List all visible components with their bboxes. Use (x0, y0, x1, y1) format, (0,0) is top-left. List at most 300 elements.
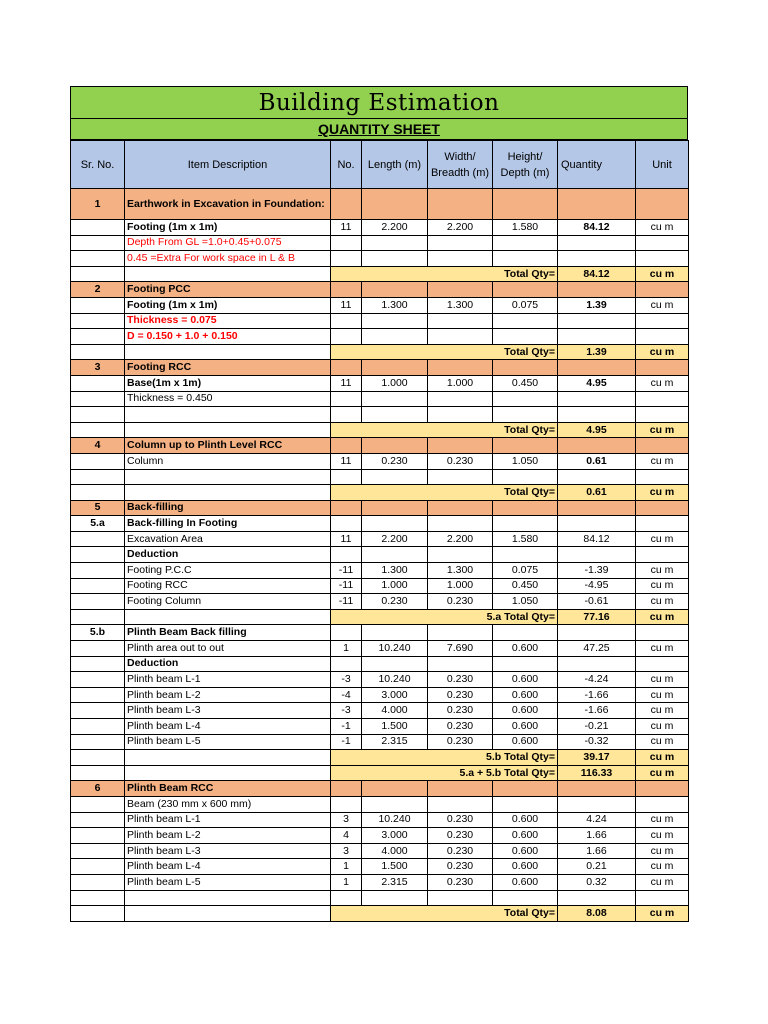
length-cell: 2.315 (362, 734, 428, 750)
total-row (71, 765, 689, 781)
sr-cell (71, 656, 125, 672)
desc-cell: Deduction (125, 547, 331, 563)
length-cell: 4.000 (362, 703, 428, 719)
width-cell (428, 656, 493, 672)
table-row (71, 251, 689, 267)
unit-cell (636, 438, 689, 454)
quantity-cell (558, 360, 636, 376)
length-cell (362, 500, 428, 516)
no-cell: 11 (331, 375, 362, 391)
table-row (71, 578, 689, 594)
height-cell: 0.600 (493, 874, 558, 890)
sr-cell (71, 843, 125, 859)
table-row (71, 469, 689, 485)
total-row (71, 266, 689, 282)
sr-cell (71, 687, 125, 703)
section-row (71, 360, 689, 376)
width-cell: 0.230 (428, 812, 493, 828)
desc-cell: Back-filling (125, 500, 331, 516)
unit-cell: cu m (636, 828, 689, 844)
table-row (71, 313, 689, 329)
width-cell: 0.230 (428, 703, 493, 719)
unit-cell (636, 656, 689, 672)
desc-cell: Plinth area out to out (125, 641, 331, 657)
header-height: Height/ Depth (m) (493, 141, 558, 189)
no-cell: -1 (331, 734, 362, 750)
header-width: Width/ Breadth (m) (428, 141, 493, 189)
desc-cell (125, 344, 331, 360)
header-no: No. (331, 141, 362, 189)
desc-cell: Plinth beam L-1 (125, 672, 331, 688)
sr-cell (71, 750, 125, 766)
quantity-cell: 0.32 (558, 874, 636, 890)
total-unit: cu m (636, 765, 689, 781)
width-cell: 1.000 (428, 578, 493, 594)
table-row (71, 625, 689, 641)
total-unit: cu m (636, 485, 689, 501)
quantity-cell: -1.66 (558, 703, 636, 719)
no-cell: -4 (331, 687, 362, 703)
unit-cell (636, 189, 689, 220)
total-quantity: 84.12 (558, 266, 636, 282)
table-row (71, 703, 689, 719)
sr-cell (71, 703, 125, 719)
section-row (71, 282, 689, 298)
table-row (71, 734, 689, 750)
table-body (71, 189, 689, 922)
desc-cell (125, 890, 331, 906)
quantity-sheet (70, 86, 688, 922)
length-cell: 1.300 (362, 297, 428, 313)
table-row (71, 812, 689, 828)
no-cell (331, 781, 362, 797)
unit-cell (636, 796, 689, 812)
total-quantity: 39.17 (558, 750, 636, 766)
quantity-cell: 1.66 (558, 843, 636, 859)
no-cell (331, 890, 362, 906)
desc-cell: Column up to Plinth Level RCC (125, 438, 331, 454)
desc-cell: Deduction (125, 656, 331, 672)
desc-cell (125, 485, 331, 501)
desc-cell (125, 906, 331, 922)
width-cell (428, 516, 493, 532)
unit-cell (636, 516, 689, 532)
height-cell (493, 547, 558, 563)
table-row (71, 563, 689, 579)
total-row (71, 422, 689, 438)
sr-cell: 6 (71, 781, 125, 797)
header-qty: Quantity (558, 141, 636, 189)
sr-cell (71, 297, 125, 313)
length-cell: 0.230 (362, 594, 428, 610)
unit-cell (636, 360, 689, 376)
quantity-cell (558, 313, 636, 329)
height-cell: 0.075 (493, 297, 558, 313)
section-row (71, 438, 689, 454)
no-cell (331, 625, 362, 641)
sr-cell (71, 547, 125, 563)
table-row (71, 235, 689, 251)
width-cell (428, 438, 493, 454)
length-cell: 1.500 (362, 859, 428, 875)
quantity-cell (558, 547, 636, 563)
no-cell (331, 189, 362, 220)
quantity-cell: -0.32 (558, 734, 636, 750)
no-cell (331, 391, 362, 407)
no-cell: -3 (331, 672, 362, 688)
no-cell: 11 (331, 453, 362, 469)
height-cell: 0.600 (493, 843, 558, 859)
unit-cell (636, 407, 689, 423)
width-cell: 0.230 (428, 859, 493, 875)
table-row (71, 547, 689, 563)
table-row (71, 391, 689, 407)
length-cell: 3.000 (362, 828, 428, 844)
quantity-cell (558, 391, 636, 407)
unit-cell: cu m (636, 874, 689, 890)
table-row (71, 890, 689, 906)
width-cell: 2.200 (428, 531, 493, 547)
total-unit: cu m (636, 344, 689, 360)
total-label: Total Qty= (331, 485, 558, 501)
width-cell (428, 189, 493, 220)
sr-cell (71, 812, 125, 828)
sr-cell (71, 220, 125, 236)
unit-cell (636, 329, 689, 345)
no-cell (331, 360, 362, 376)
length-cell: 3.000 (362, 687, 428, 703)
desc-cell: Footing Column (125, 594, 331, 610)
height-cell: 1.580 (493, 220, 558, 236)
height-cell: 0.600 (493, 828, 558, 844)
total-row (71, 344, 689, 360)
sr-cell: 4 (71, 438, 125, 454)
table-row (71, 531, 689, 547)
table-row (71, 843, 689, 859)
width-cell: 0.230 (428, 719, 493, 735)
no-cell: -11 (331, 578, 362, 594)
quantity-cell (558, 235, 636, 251)
sr-cell (71, 251, 125, 267)
unit-cell: cu m (636, 859, 689, 875)
quantity-cell: -4.24 (558, 672, 636, 688)
no-cell: 3 (331, 843, 362, 859)
height-cell (493, 781, 558, 797)
unit-cell: cu m (636, 594, 689, 610)
length-cell (362, 313, 428, 329)
width-cell: 0.230 (428, 734, 493, 750)
total-row (71, 750, 689, 766)
unit-cell: cu m (636, 687, 689, 703)
desc-cell (125, 609, 331, 625)
total-row (71, 906, 689, 922)
length-cell: 10.240 (362, 641, 428, 657)
sr-cell (71, 906, 125, 922)
length-cell: 1.000 (362, 375, 428, 391)
table-row (71, 407, 689, 423)
height-cell (493, 516, 558, 532)
unit-cell (636, 313, 689, 329)
length-cell: 2.200 (362, 220, 428, 236)
height-cell: 0.600 (493, 719, 558, 735)
sr-cell (71, 796, 125, 812)
sr-cell (71, 594, 125, 610)
length-cell (362, 282, 428, 298)
sr-cell (71, 422, 125, 438)
width-cell (428, 547, 493, 563)
height-cell: 0.450 (493, 578, 558, 594)
unit-cell: cu m (636, 812, 689, 828)
unit-cell (636, 282, 689, 298)
desc-cell: Footing RCC (125, 360, 331, 376)
quantity-cell (558, 890, 636, 906)
height-cell: 1.050 (493, 594, 558, 610)
length-cell: 1.000 (362, 578, 428, 594)
sr-cell (71, 485, 125, 501)
quantity-cell: 84.12 (558, 220, 636, 236)
total-unit: cu m (636, 906, 689, 922)
unit-cell (636, 235, 689, 251)
no-cell: -3 (331, 703, 362, 719)
quantity-cell (558, 796, 636, 812)
height-cell: 0.075 (493, 563, 558, 579)
width-cell: 0.230 (428, 828, 493, 844)
desc-cell: Earthwork in Excavation in Foundation: (125, 189, 331, 220)
quantity-cell: -1.66 (558, 687, 636, 703)
width-cell: 0.230 (428, 594, 493, 610)
unit-cell: cu m (636, 375, 689, 391)
sr-cell (71, 469, 125, 485)
table-row (71, 828, 689, 844)
height-cell (493, 282, 558, 298)
desc-cell (125, 469, 331, 485)
sr-cell (71, 453, 125, 469)
sr-cell (71, 329, 125, 345)
unit-cell: cu m (636, 578, 689, 594)
total-quantity: 0.61 (558, 485, 636, 501)
total-unit: cu m (636, 266, 689, 282)
quantity-cell (558, 189, 636, 220)
table-row (71, 687, 689, 703)
total-quantity: 116.33 (558, 765, 636, 781)
header-row (71, 141, 689, 189)
height-cell (493, 625, 558, 641)
length-cell (362, 251, 428, 267)
desc-cell (125, 422, 331, 438)
quantity-cell (558, 500, 636, 516)
width-cell: 2.200 (428, 220, 493, 236)
width-cell (428, 796, 493, 812)
table-row (71, 796, 689, 812)
length-cell (362, 438, 428, 454)
estimation-table (70, 140, 689, 922)
desc-cell: Plinth Beam RCC (125, 781, 331, 797)
length-cell: 10.240 (362, 812, 428, 828)
total-label: Total Qty= (331, 906, 558, 922)
sr-cell (71, 375, 125, 391)
total-unit: cu m (636, 422, 689, 438)
total-label: Total Qty= (331, 266, 558, 282)
desc-cell: Plinth beam L-4 (125, 719, 331, 735)
unit-cell (636, 547, 689, 563)
total-quantity: 4.95 (558, 422, 636, 438)
quantity-cell: -1.39 (558, 563, 636, 579)
length-cell: 10.240 (362, 672, 428, 688)
header-sr: Sr. No. (71, 141, 125, 189)
desc-cell: Plinth beam L-3 (125, 703, 331, 719)
sr-cell (71, 266, 125, 282)
height-cell (493, 189, 558, 220)
desc-cell: Plinth Beam Back filling (125, 625, 331, 641)
height-cell (493, 656, 558, 672)
height-cell (493, 235, 558, 251)
width-cell: 0.230 (428, 672, 493, 688)
total-unit: cu m (636, 750, 689, 766)
width-cell (428, 469, 493, 485)
no-cell (331, 469, 362, 485)
height-cell: 1.050 (493, 453, 558, 469)
desc-cell: Thickness = 0.450 (125, 391, 331, 407)
height-cell: 0.600 (493, 812, 558, 828)
quantity-cell: 0.21 (558, 859, 636, 875)
sr-cell (71, 531, 125, 547)
sr-cell (71, 563, 125, 579)
sr-cell (71, 719, 125, 735)
length-cell (362, 329, 428, 345)
length-cell (362, 656, 428, 672)
quantity-cell: 84.12 (558, 531, 636, 547)
width-cell (428, 313, 493, 329)
height-cell (493, 360, 558, 376)
desc-cell: Base(1m x 1m) (125, 375, 331, 391)
table-row (71, 297, 689, 313)
sr-cell (71, 874, 125, 890)
desc-cell: Footing (1m x 1m) (125, 220, 331, 236)
desc-cell (125, 750, 331, 766)
width-cell: 0.230 (428, 874, 493, 890)
width-cell (428, 282, 493, 298)
no-cell: 11 (331, 220, 362, 236)
sr-cell (71, 859, 125, 875)
height-cell (493, 313, 558, 329)
table-row (71, 874, 689, 890)
sr-cell (71, 672, 125, 688)
length-cell: 1.300 (362, 563, 428, 579)
length-cell (362, 189, 428, 220)
sr-cell (71, 313, 125, 329)
sheet-title: Building Estimation (70, 86, 688, 118)
header-desc: Item Description (125, 141, 331, 189)
desc-cell: Footing (1m x 1m) (125, 297, 331, 313)
height-cell (493, 890, 558, 906)
sr-cell: 5 (71, 500, 125, 516)
total-row (71, 609, 689, 625)
width-cell (428, 625, 493, 641)
total-label: 5.a Total Qty= (331, 609, 558, 625)
height-cell: 0.600 (493, 687, 558, 703)
length-cell (362, 360, 428, 376)
total-label: Total Qty= (331, 344, 558, 360)
table-row (71, 453, 689, 469)
width-cell: 0.230 (428, 843, 493, 859)
sr-cell: 3 (71, 360, 125, 376)
width-cell (428, 360, 493, 376)
desc-cell: Back-filling In Footing (125, 516, 331, 532)
width-cell (428, 407, 493, 423)
no-cell (331, 235, 362, 251)
table-row (71, 375, 689, 391)
no-cell: -11 (331, 563, 362, 579)
height-cell (493, 469, 558, 485)
unit-cell (636, 500, 689, 516)
height-cell (493, 391, 558, 407)
desc-cell (125, 266, 331, 282)
desc-cell: Footing P.C.C (125, 563, 331, 579)
width-cell (428, 391, 493, 407)
length-cell: 2.315 (362, 874, 428, 890)
section-row (71, 189, 689, 220)
unit-cell (636, 625, 689, 641)
unit-cell (636, 781, 689, 797)
width-cell (428, 781, 493, 797)
section-row (71, 781, 689, 797)
length-cell (362, 547, 428, 563)
table-row (71, 719, 689, 735)
desc-cell: Plinth beam L-2 (125, 687, 331, 703)
unit-cell: cu m (636, 297, 689, 313)
unit-cell: cu m (636, 703, 689, 719)
unit-cell: cu m (636, 641, 689, 657)
header-length: Length (m) (362, 141, 428, 189)
width-cell: 1.300 (428, 297, 493, 313)
quantity-cell: 4.24 (558, 812, 636, 828)
sr-cell: 1 (71, 189, 125, 220)
no-cell: 1 (331, 874, 362, 890)
desc-cell: Plinth beam L-5 (125, 874, 331, 890)
unit-cell (636, 251, 689, 267)
sr-cell (71, 578, 125, 594)
sr-cell: 5.b (71, 625, 125, 641)
length-cell: 2.200 (362, 531, 428, 547)
table-row (71, 672, 689, 688)
unit-cell (636, 469, 689, 485)
length-cell: 4.000 (362, 843, 428, 859)
total-row (71, 485, 689, 501)
unit-cell: cu m (636, 453, 689, 469)
sr-cell (71, 391, 125, 407)
width-cell (428, 329, 493, 345)
sr-cell (71, 407, 125, 423)
no-cell: 4 (331, 828, 362, 844)
sheet-subtitle: QUANTITY SHEET (70, 118, 688, 140)
quantity-cell (558, 516, 636, 532)
total-unit: cu m (636, 609, 689, 625)
no-cell (331, 500, 362, 516)
no-cell (331, 438, 362, 454)
no-cell: 1 (331, 641, 362, 657)
width-cell (428, 235, 493, 251)
quantity-cell (558, 282, 636, 298)
desc-cell: Column (125, 453, 331, 469)
desc-cell: D = 0.150 + 1.0 + 0.150 (125, 329, 331, 345)
unit-cell: cu m (636, 563, 689, 579)
width-cell (428, 500, 493, 516)
length-cell (362, 469, 428, 485)
unit-cell (636, 890, 689, 906)
height-cell (493, 329, 558, 345)
quantity-cell: -4.95 (558, 578, 636, 594)
sr-cell (71, 890, 125, 906)
